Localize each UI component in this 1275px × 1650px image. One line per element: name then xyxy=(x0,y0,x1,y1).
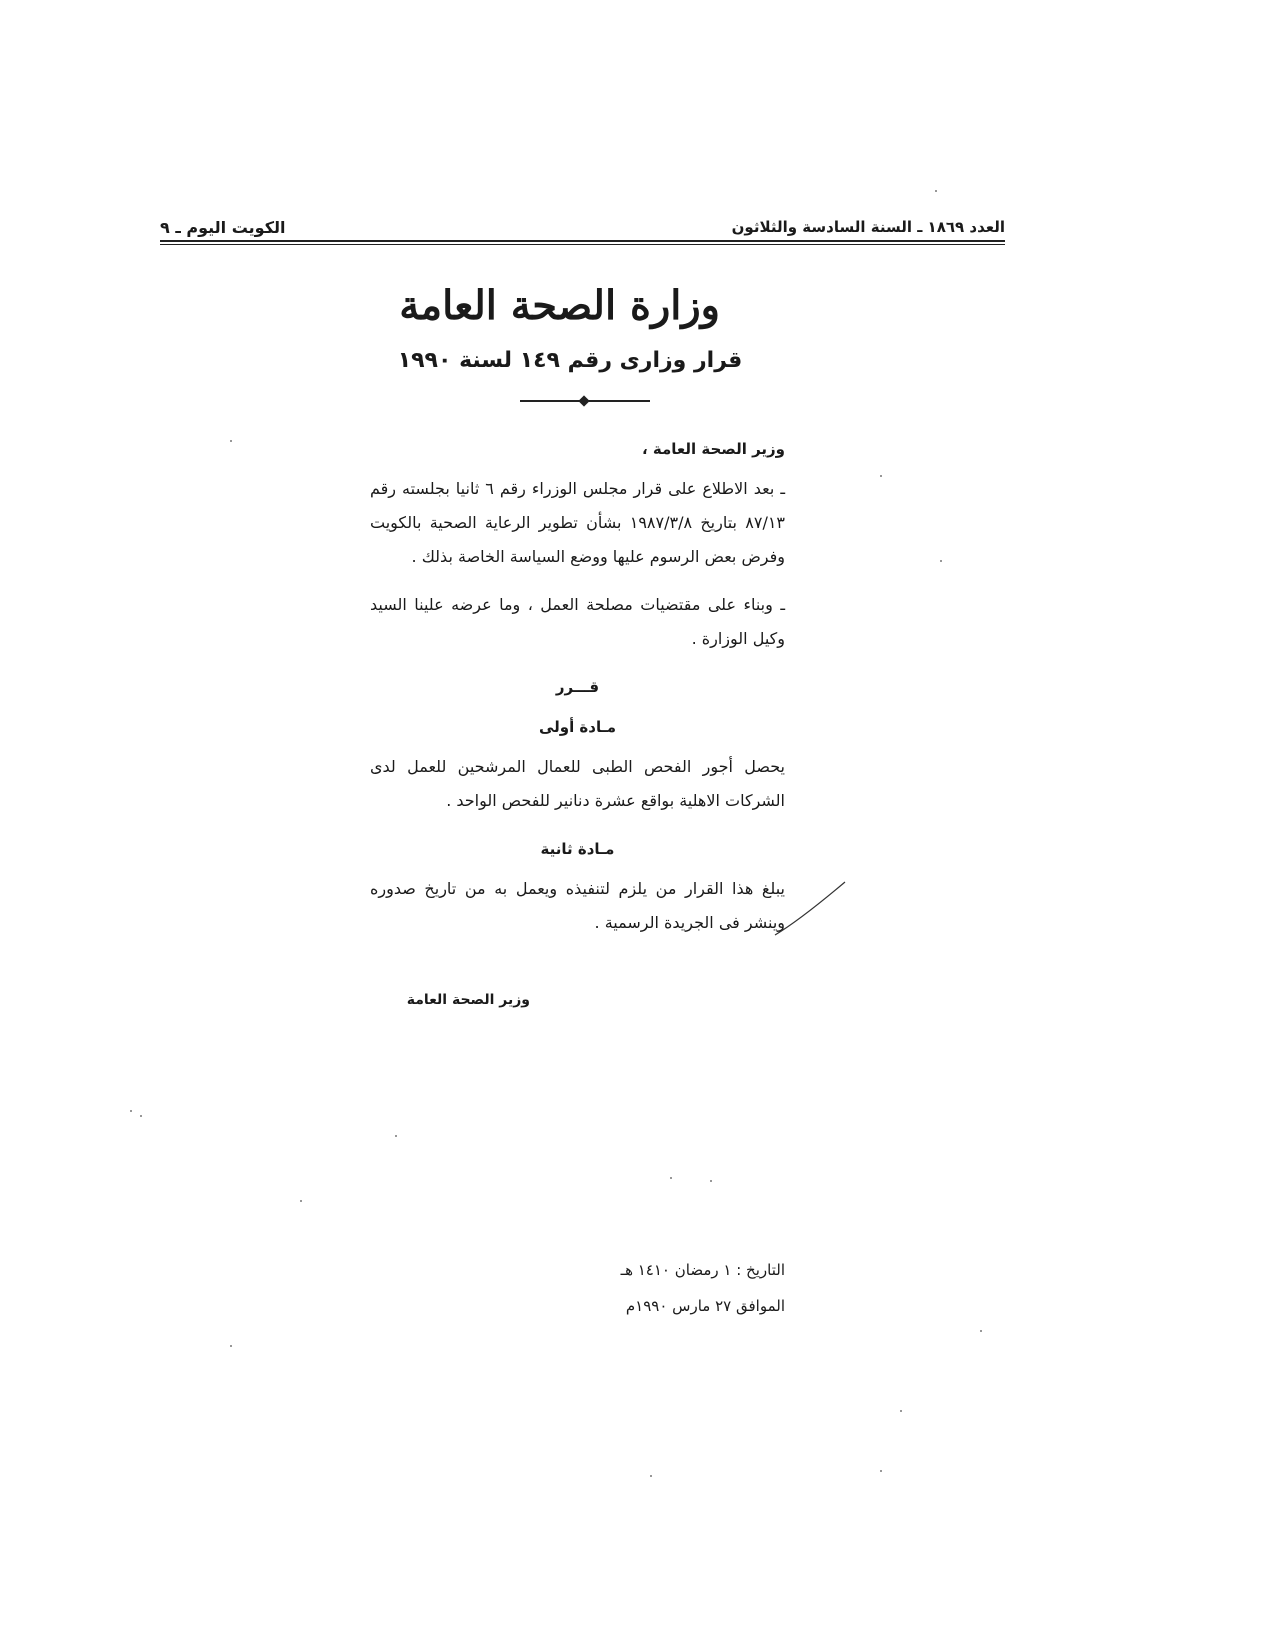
scan-speck xyxy=(650,1475,652,1477)
ministry-title: وزارة الصحة العامة xyxy=(399,282,720,329)
decision-title: قرار وزارى رقم ١٤٩ لسنة ١٩٩٠ xyxy=(397,348,743,373)
issue-number: العدد ١٨٦٩ ـ السنة السادسة والثلاثون xyxy=(731,218,1005,236)
article-2-heading: مـادة ثانية xyxy=(540,840,615,858)
scan-speck xyxy=(880,1470,882,1472)
date-block xyxy=(560,1252,785,1324)
minister-signature: وزير الصحة العامة xyxy=(406,992,530,1008)
decides-heading: قـــرر xyxy=(555,678,600,696)
publication-name: الكويت اليوم ـ ٩ xyxy=(160,218,286,237)
decision-body xyxy=(370,432,785,954)
preamble-paragraph-2: ـ وبناء على مقتضيات مصلحة العمل ، وما عرضه علينا السيد وكيل الوزارة . xyxy=(370,595,785,648)
title-ornament xyxy=(520,398,650,404)
scan-speck xyxy=(395,1135,397,1137)
scan-speck xyxy=(980,1330,982,1332)
scan-speck xyxy=(900,1410,902,1412)
scan-speck xyxy=(130,1110,132,1112)
minister-intro: وزير الصحة العامة ، xyxy=(641,440,785,458)
scan-speck xyxy=(230,440,232,442)
scan-speck xyxy=(935,190,937,192)
scan-speck xyxy=(300,1200,302,1202)
scan-speck xyxy=(670,1177,672,1179)
preamble-paragraph-1: ـ بعد الاطلاع على قرار مجلس الوزراء رقم ٦ ثانيا بجلسته رقم ٨٧/١٣ بتاريخ ١٩٨٧/٣/٨ بشأن تطوير الرعاية الصحية بالكويت وفرض بعض الرسوم عليها ووضع السياسة الخاصة بذلك . xyxy=(370,479,786,566)
article-2-text: يبلغ هذا القرار من يلزم لتنفيذه ويعمل به من تاريخ صدوره وينشر فى الجريدة الرسمية . xyxy=(370,879,785,932)
scan-speck xyxy=(710,1180,712,1182)
scan-speck xyxy=(230,1345,232,1347)
header-rule xyxy=(160,240,1005,245)
scan-speck xyxy=(940,560,942,562)
scan-speck xyxy=(140,1115,142,1117)
article-1-heading: مـادة أولى xyxy=(538,718,617,736)
hijri-date: التاريخ : ١ رمضان ١٤١٠ هـ xyxy=(620,1261,785,1279)
pen-stroke-mark xyxy=(770,880,850,940)
gregorian-date: الموافق ٢٧ مارس ١٩٩٠م xyxy=(625,1297,785,1315)
scan-speck xyxy=(880,475,882,477)
article-1-text: يحصل أجور الفحص الطبى للعمال المرشحين للعمل لدى الشركات الاهلية بواقع عشرة دنانير للفحص الواحد . xyxy=(370,757,785,810)
